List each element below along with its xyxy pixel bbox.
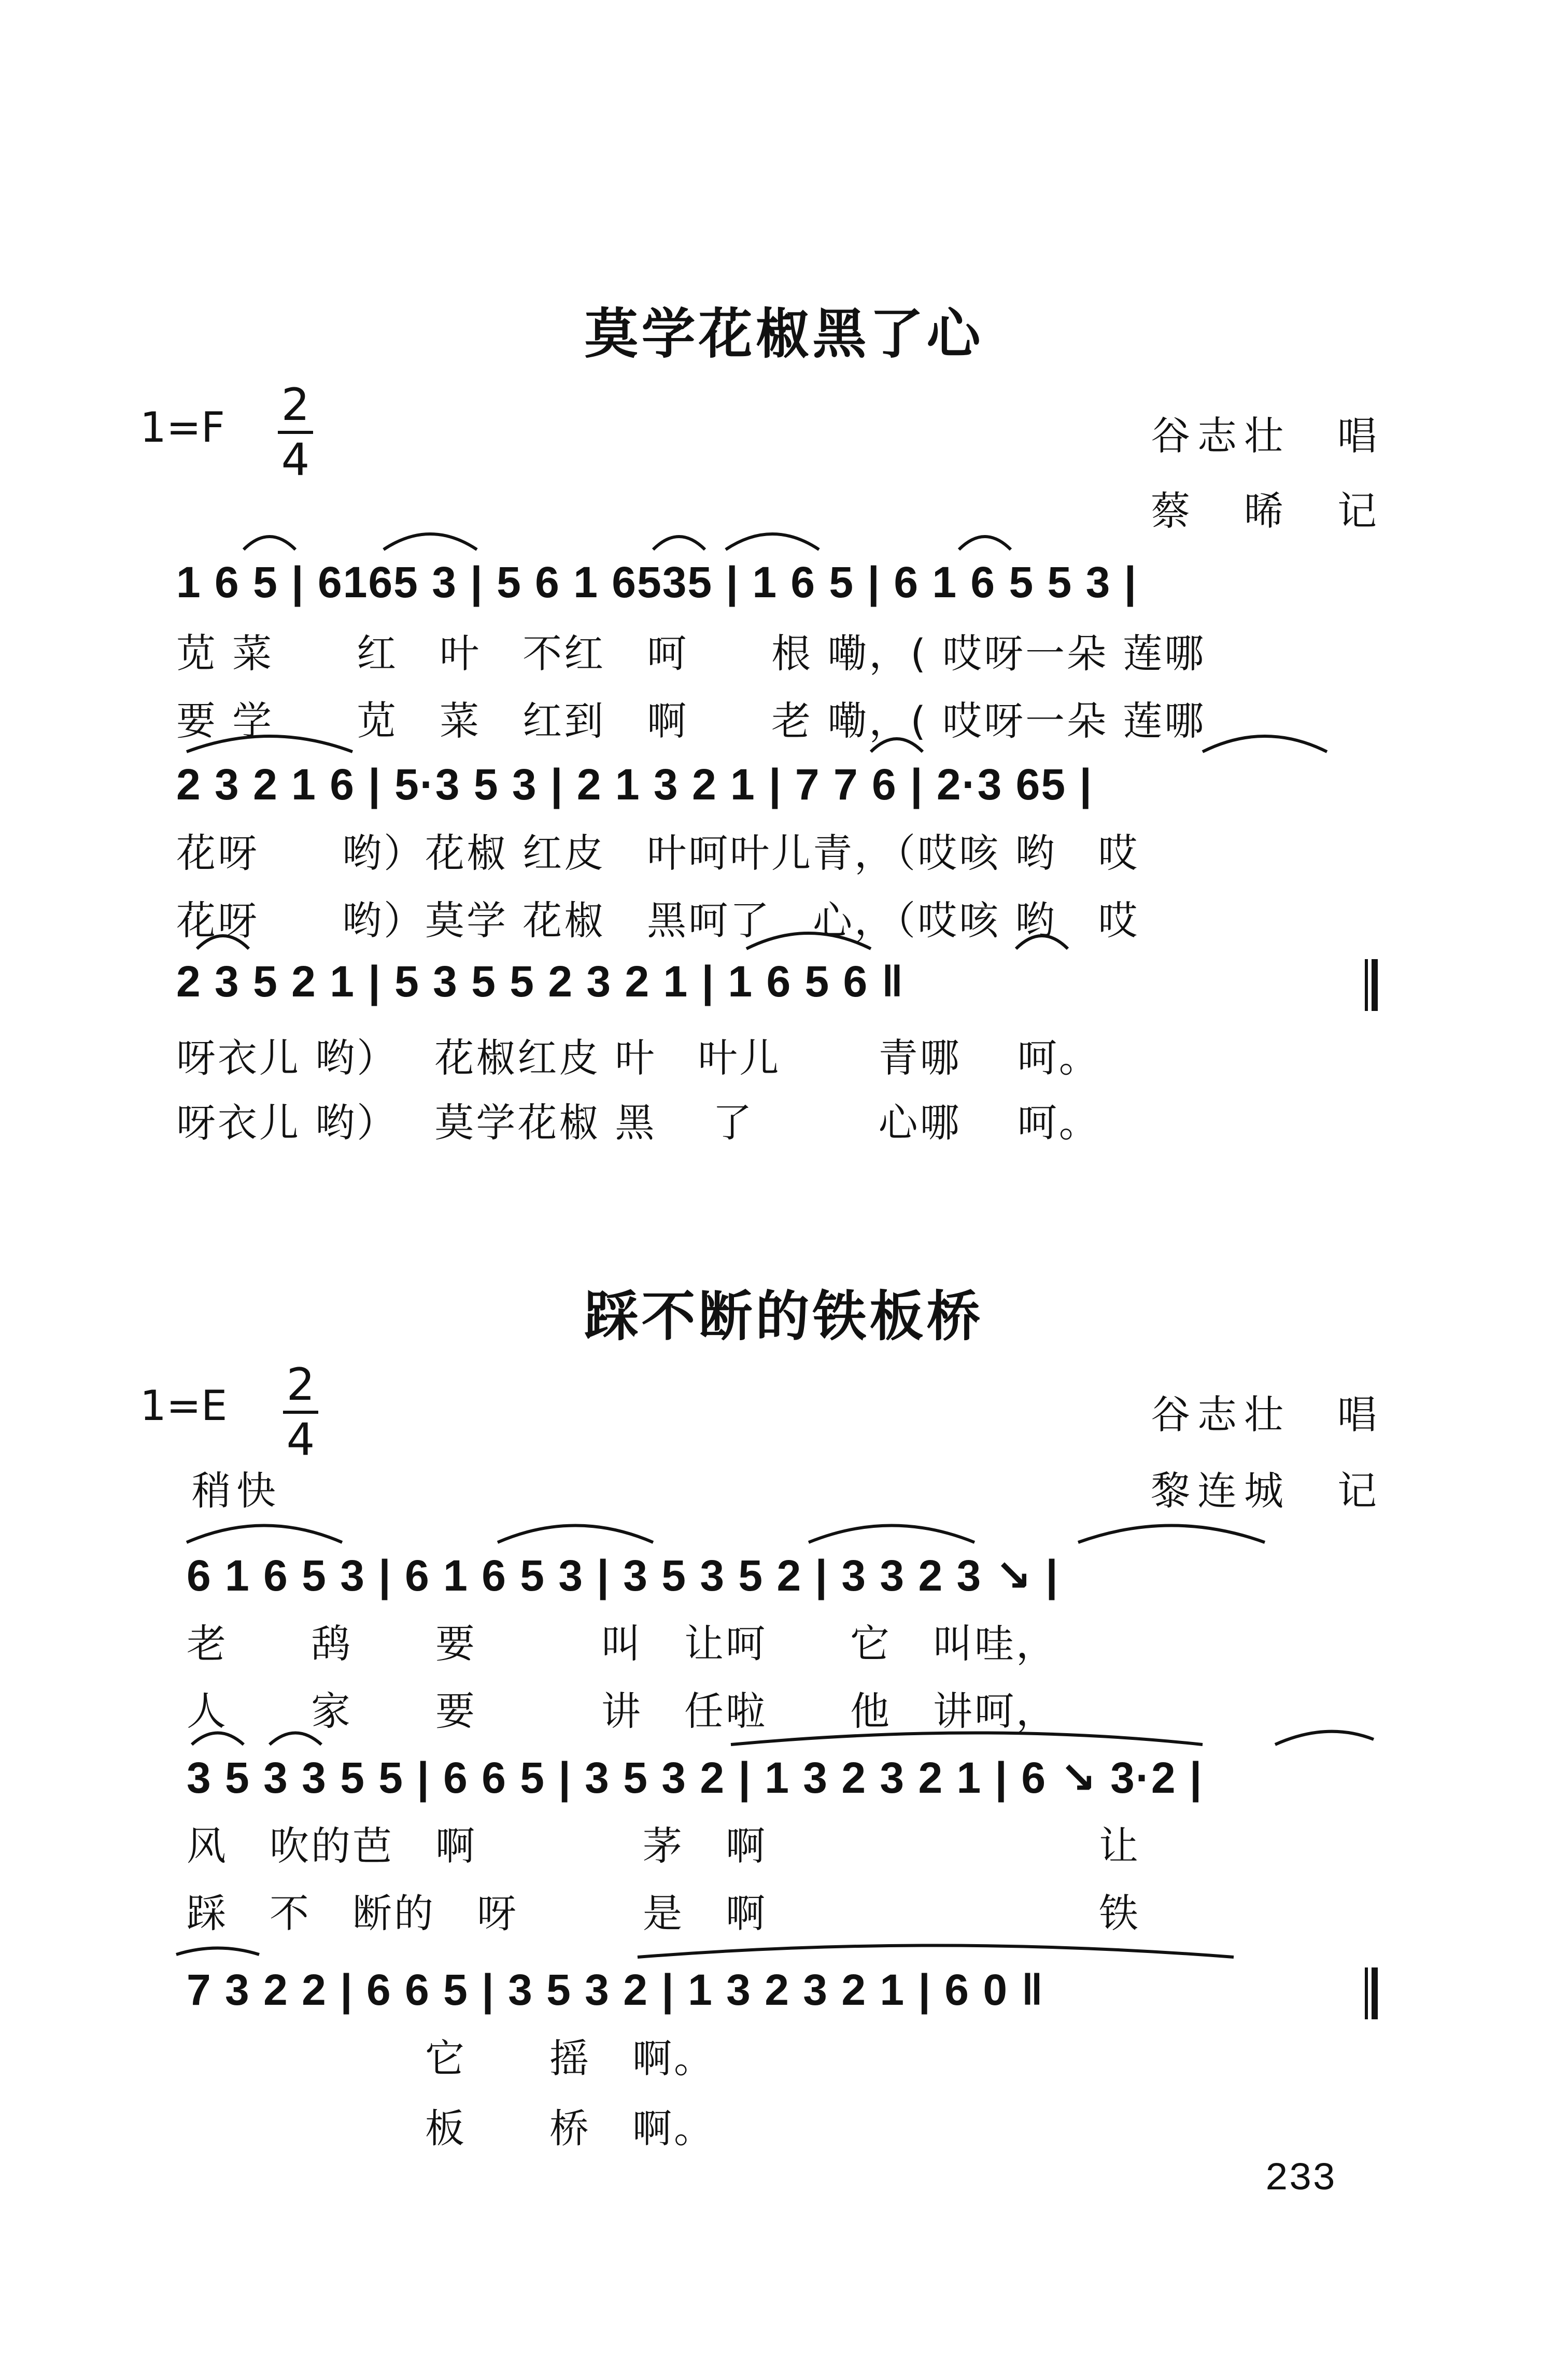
lyric-line: 踩 不 断的 呀 是 啊 铁 [187, 1890, 1140, 1936]
lyric-line: 呀衣儿 哟） 莫学花椒 黑 了 心哪 呵。 [176, 1100, 1100, 1146]
tempo-marking: 稍快 [192, 1468, 281, 1514]
slur [1275, 1732, 1374, 1745]
key-signature: 1=E [140, 1382, 228, 1430]
lyric-line: 花呀 哟）花椒 红皮 叶呵叶儿青，（哎咳 哟 哎 [176, 830, 1140, 876]
lyric-line: 风 吹的芭 啊 茅 啊 让 [187, 1823, 1140, 1869]
key-signature: 1=F [140, 403, 225, 452]
lyric-line: 花呀 哟）莫学 花椒 黑呵了 心，（哎咳 哟 哎 [176, 897, 1140, 944]
time-bottom: 4 [286, 1414, 315, 1466]
slur [270, 1733, 321, 1745]
song-title: 莫学花椒黑了心 [584, 302, 984, 365]
notation-line: 2 3 2 1 6 | 5·3 5 3 | 2 1 3 2 1 | 7 7 6 | 2·3 65 | [176, 760, 1093, 809]
time-top: 2 [281, 379, 310, 431]
time-top: 2 [286, 1359, 315, 1411]
page-number: 233 [1265, 2157, 1336, 2201]
lyric-line: 呀衣儿 哟） 花椒红皮 叶 叶儿 青哪 呵。 [176, 1035, 1100, 1081]
slur [726, 534, 819, 550]
slur [498, 1526, 653, 1543]
slur [871, 739, 923, 752]
notation-line: 7 3 2 2 | 6 6 5 | 3 5 3 2 | 1 3 2 3 2 1 | 6 0 ‖ [187, 1965, 1044, 2014]
slur [638, 1946, 1234, 1958]
slur [1016, 936, 1068, 949]
slur [746, 933, 871, 949]
slur [197, 936, 249, 949]
lyric-line: 要 学 苋 菜 红到 啊 老 嘞，( 哎呀一朵 莲哪 [176, 698, 1206, 744]
singer-credit: 谷志壮 唱 [1151, 413, 1384, 459]
slur [1078, 1526, 1265, 1543]
notation-line: 6 1 6 5 3 | 6 1 6 5 3 | 3 5 3 5 2 | 3 3 2 3 ↘ | [187, 1551, 1059, 1600]
slur [959, 537, 1011, 550]
lyric-line: 板 桥 啊。 [425, 2105, 715, 2152]
notation-line: 3 5 3 3 5 5 | 6 6 5 | 3 5 3 2 | 1 3 2 3 2 1 | 6 ↘ 3·2 | [187, 1753, 1203, 1802]
slur-marks [176, 534, 1374, 1957]
slur [653, 537, 705, 550]
song-title: 踩不断的铁板桥 [584, 1285, 984, 1348]
lyric-line: 它 摇 啊。 [425, 2035, 715, 2082]
slur [244, 537, 295, 550]
slur [1203, 736, 1327, 752]
lyric-line: 苋 菜 红 叶 不红 呵 根 嘞，( 哎呀一朵 莲哪 [176, 630, 1206, 677]
slur [384, 534, 477, 550]
slur [731, 1733, 1203, 1745]
slur [176, 1948, 259, 1955]
notation-line: 2 3 5 2 1 | 5 3 5 5 2 3 2 1 | 1 6 5 6 ‖ [176, 957, 905, 1006]
recorder-credit: 蔡 晞 记 [1151, 488, 1384, 534]
slur [192, 1733, 244, 1745]
time-bottom: 4 [281, 434, 310, 486]
slur [187, 1526, 342, 1543]
notation-line: 1 6 5 | 6165 3 | 5 6 1 6535 | 1 6 5 | 6 1 6 5 5 3 | [176, 558, 1138, 607]
lyric-line: 老 鸹 要 叫 让呵 它 叫哇， [187, 1621, 1057, 1667]
lyric-line: 人 家 要 讲 任啦 他 讲呵， [187, 1688, 1057, 1734]
barline-double [1366, 959, 1375, 2019]
slur [809, 1526, 974, 1543]
singer-credit: 谷志壮 唱 [1151, 1391, 1384, 1438]
recorder-credit: 黎连城 记 [1151, 1468, 1384, 1514]
slur [187, 736, 352, 752]
